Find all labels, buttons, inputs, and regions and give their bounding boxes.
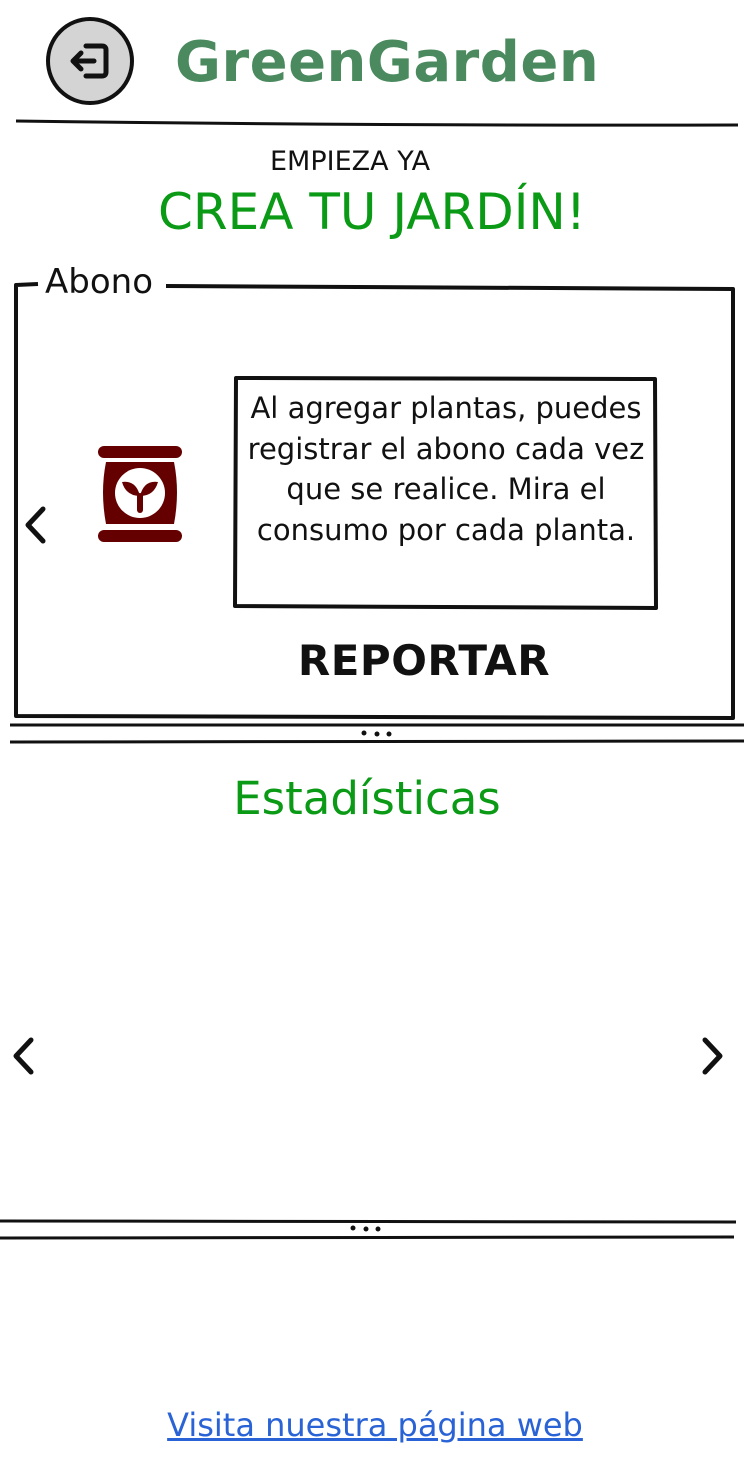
- stats-next-chevron-icon[interactable]: [698, 1036, 726, 1076]
- back-button[interactable]: [46, 17, 134, 105]
- website-link[interactable]: Visita nuestra página web: [167, 1406, 583, 1444]
- abono-prev-chevron-icon[interactable]: [22, 505, 50, 545]
- report-button[interactable]: REPORTAR: [297, 636, 551, 685]
- hero-kicker: EMPIEZA YA: [270, 146, 431, 177]
- fertilizer-bag-icon: [96, 444, 184, 544]
- logout-arrow-icon: [66, 37, 114, 85]
- header-divider: [16, 121, 738, 125]
- splitter-top: [10, 725, 744, 742]
- stats-prev-chevron-icon[interactable]: [10, 1036, 38, 1076]
- hero-headline: CREA TU JARDÍN!: [158, 183, 586, 241]
- stats-title: Estadísticas: [233, 772, 501, 825]
- splitter-bottom: [0, 1221, 736, 1238]
- abono-panel-legend: Abono: [45, 262, 159, 302]
- abono-description: Al agregar plantas, puedes registrar el abono cada vez que se realice. Mira el consumo por cada planta.: [247, 391, 645, 547]
- app-title: GreenGarden: [175, 30, 600, 95]
